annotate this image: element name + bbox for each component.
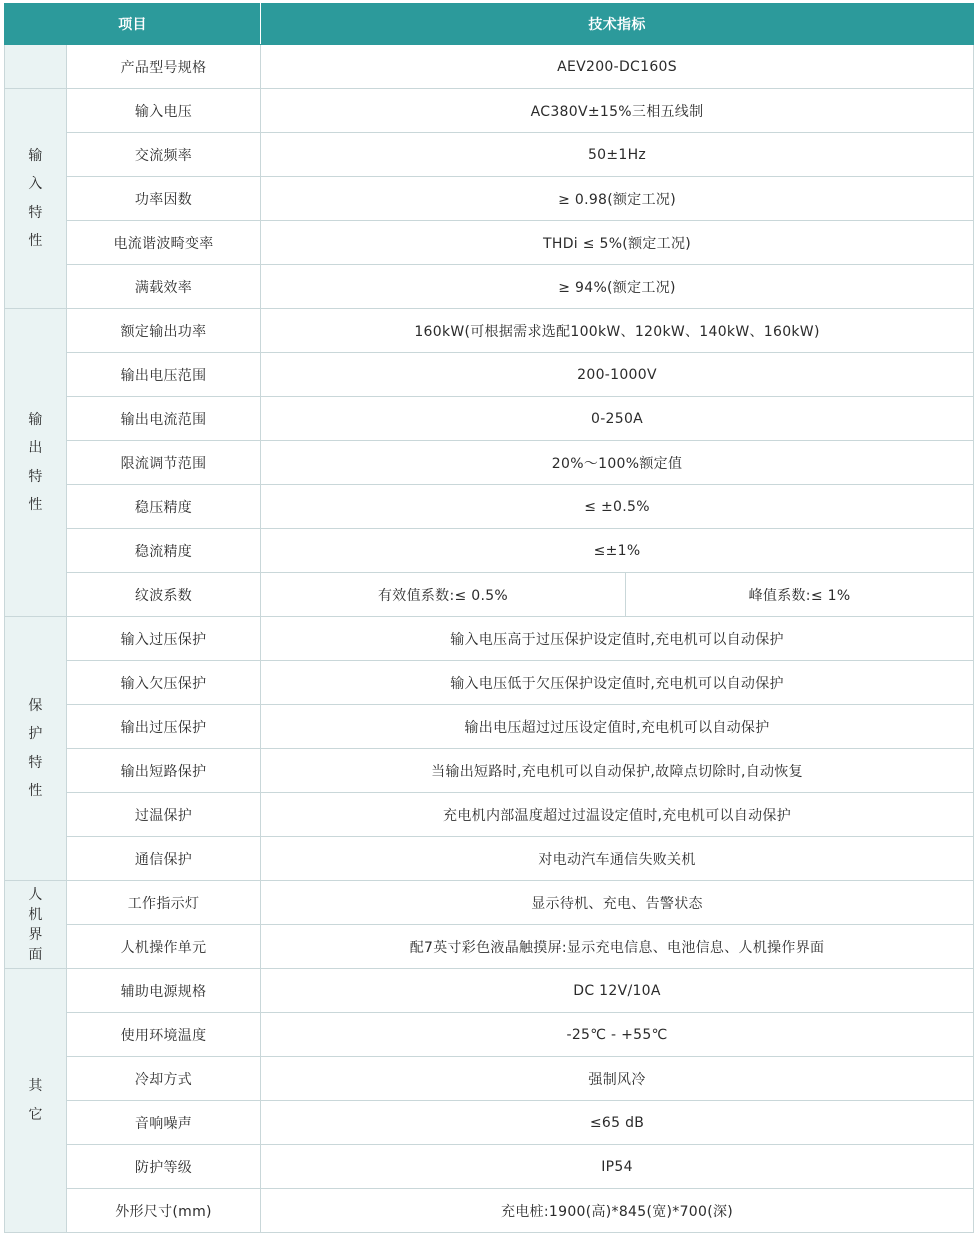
row-value: ≥ 94%(额定工况): [261, 265, 974, 309]
row-value: 200-1000V: [261, 353, 974, 397]
group-output-title: [5, 309, 67, 617]
row-value: IP54: [261, 1145, 974, 1189]
row-label: 音响噪声: [67, 1101, 261, 1145]
row-value: THDi ≤ 5%(额定工况): [261, 221, 974, 265]
header-item: 项目: [5, 4, 261, 45]
row-label: 过温保护: [67, 793, 261, 837]
group-other-title-text: 其它: [28, 1078, 43, 1123]
group-protection-title: [5, 617, 67, 881]
row-label: 功率因数: [67, 177, 261, 221]
row-label: 稳压精度: [67, 485, 261, 529]
ripple-peak-value: 峰值系数:≤ 1%: [626, 573, 974, 617]
table-row: [5, 617, 974, 661]
row-label: 电流谐波畸变率: [67, 221, 261, 265]
table-row-ripple: [5, 573, 974, 617]
row-value: ≤ ±0.5%: [261, 485, 974, 529]
table-row: [5, 1057, 974, 1101]
table-row: [5, 89, 974, 133]
row-label: 限流调节范围: [67, 441, 261, 485]
row-value: 20%～100%额定值: [261, 441, 974, 485]
row-label: 人机操作单元: [67, 925, 261, 969]
table-row: [5, 1189, 974, 1233]
table-row: [5, 353, 974, 397]
table-row: [5, 793, 974, 837]
table-row: [5, 397, 974, 441]
header-spec: 技术指标: [261, 4, 974, 45]
table-row: [5, 177, 974, 221]
row-label: 满载效率: [67, 265, 261, 309]
row-label: 通信保护: [67, 837, 261, 881]
group-input-title-text: 输入特性: [28, 147, 43, 249]
row-label: 输出电压范围: [67, 353, 261, 397]
spec-table: [4, 3, 974, 1233]
row-value: ≤65 dB: [261, 1101, 974, 1145]
group-hmi-title: [5, 881, 67, 969]
row-label: 输入电压: [67, 89, 261, 133]
row-value: 160kW(可根据需求选配100kW、120kW、140kW、160kW): [261, 309, 974, 353]
table-row: [5, 1101, 974, 1145]
table-row: [5, 133, 974, 177]
group-output-title-text: 输出特性: [28, 411, 43, 513]
table-row: [5, 1145, 974, 1189]
model-label: 产品型号规格: [67, 45, 261, 89]
table-row: [5, 309, 974, 353]
row-label: 使用环境温度: [67, 1013, 261, 1057]
row-value: 对电动汽车通信失败关机: [261, 837, 974, 881]
table-row: [5, 529, 974, 573]
row-label: 冷却方式: [67, 1057, 261, 1101]
row-value: ≥ 0.98(额定工况): [261, 177, 974, 221]
row-label: 工作指示灯: [67, 881, 261, 925]
row-label: 交流频率: [67, 133, 261, 177]
row-label: 额定输出功率: [67, 309, 261, 353]
row-value: 0-250A: [261, 397, 974, 441]
table-row: [5, 705, 974, 749]
row-value: 50±1Hz: [261, 133, 974, 177]
table-row: [5, 749, 974, 793]
row-value: 显示待机、充电、告警状态: [261, 881, 974, 925]
table-row-model: [5, 45, 974, 89]
group-cell-empty: [5, 45, 67, 89]
table-row: [5, 441, 974, 485]
row-value: 当输出短路时,充电机可以自动保护,故障点切除时,自动恢复: [261, 749, 974, 793]
row-value: AC380V±15%三相五线制: [261, 89, 974, 133]
row-label: 辅助电源规格: [67, 969, 261, 1013]
group-input-title: [5, 89, 67, 309]
table-row: [5, 969, 974, 1013]
group-protection-title-text: 保护特性: [28, 697, 43, 799]
row-label: 防护等级: [67, 1145, 261, 1189]
table-row: [5, 485, 974, 529]
row-label: 输出短路保护: [67, 749, 261, 793]
table-row: [5, 881, 974, 925]
row-value: 输出电压超过过压设定值时,充电机可以自动保护: [261, 705, 974, 749]
table-row: [5, 925, 974, 969]
row-label: 输入欠压保护: [67, 661, 261, 705]
table-row: [5, 1013, 974, 1057]
row-value: 输入电压高于过压保护设定值时,充电机可以自动保护: [261, 617, 974, 661]
row-value: 输入电压低于欠压保护设定值时,充电机可以自动保护: [261, 661, 974, 705]
model-value: AEV200-DC160S: [261, 45, 974, 89]
row-label: 输入过压保护: [67, 617, 261, 661]
row-value: ≤±1%: [261, 529, 974, 573]
row-value: 强制风冷: [261, 1057, 974, 1101]
row-value: 充电桩:1900(高)*845(宽)*700(深): [261, 1189, 974, 1233]
ripple-effective-value: 有效值系数:≤ 0.5%: [261, 573, 626, 617]
ripple-label: 纹波系数: [67, 573, 261, 617]
table-row: [5, 837, 974, 881]
table-header-row: [5, 4, 974, 45]
table-row: [5, 661, 974, 705]
row-value: 充电机内部温度超过过温设定值时,充电机可以自动保护: [261, 793, 974, 837]
group-other-title: [5, 969, 67, 1233]
row-label: 输出电流范围: [67, 397, 261, 441]
row-label: 稳流精度: [67, 529, 261, 573]
table-row: [5, 265, 974, 309]
table-row: [5, 221, 974, 265]
row-label: 输出过压保护: [67, 705, 261, 749]
row-label: 外形尺寸(mm): [67, 1189, 261, 1233]
row-value: DC 12V/10A: [261, 969, 974, 1013]
group-hmi-title-text: 人机界面: [28, 886, 43, 963]
row-value: -25℃ - +55℃: [261, 1013, 974, 1057]
row-value: 配7英寸彩色液晶触摸屏:显示充电信息、电池信息、人机操作界面: [261, 925, 974, 969]
